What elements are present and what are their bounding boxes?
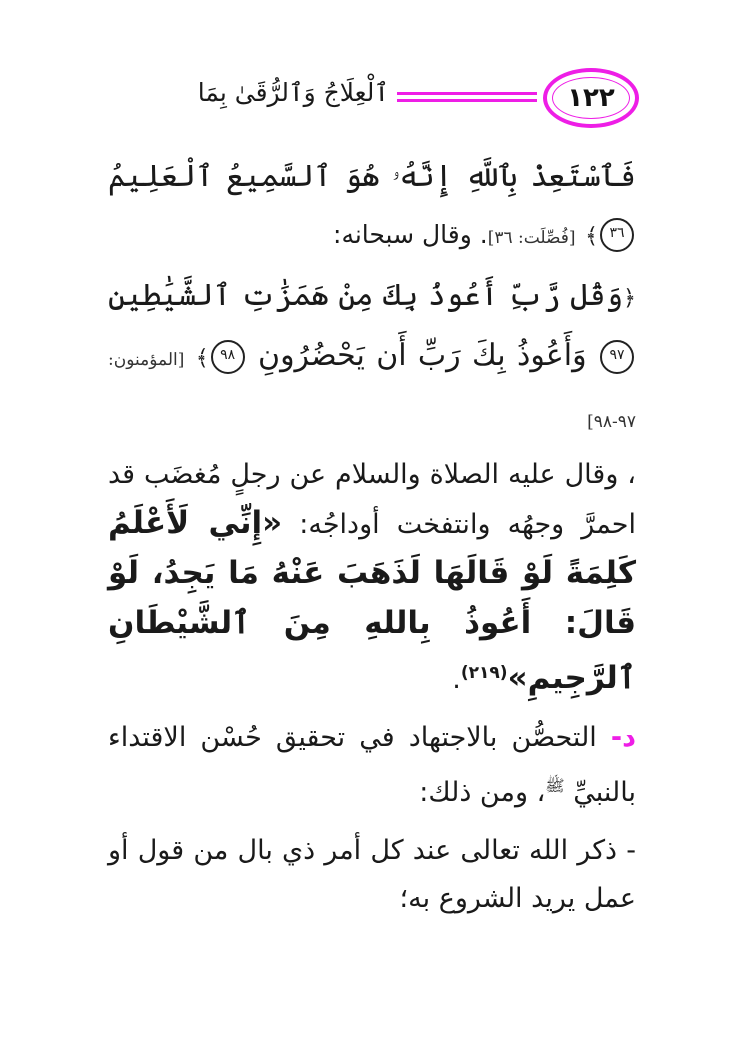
bullet-dash: -: [626, 835, 636, 866]
quran-quote-fussilat: [108, 148, 636, 267]
aya-number-icon: ٣٦: [600, 218, 634, 252]
verse-text: وَأَعُوذُ بِكَ رَبِّ أَن يَحْضُرُونِ: [258, 338, 587, 373]
connector-text: . وقال سبحانه:: [333, 220, 488, 249]
ornament-close: ﴾: [195, 346, 209, 371]
section-text: التحصُّن بالاجتهاد في تحقيق حُسْن الاقتداء بالنبيِّ: [108, 722, 636, 808]
paragraph-text: ، وقال عليه الصلاة والسلام عن رجلٍ مُغضَب قد احمرَّ وجهُه وانتفخت أوداجُه:: [108, 459, 636, 540]
page-header: [104, 68, 639, 134]
page-number: ١٢٢: [552, 77, 630, 119]
ornament-open: ﴿: [623, 286, 636, 311]
page-number-badge: [543, 68, 639, 128]
bullet-item: [108, 827, 636, 923]
quote-open: «: [262, 505, 283, 541]
verse-text: وَقُل رَّبِّ أَعُوذُ بِكَ مِنْ هَمَزَٰتِ ٱلشَّيَٰطِينِ: [108, 278, 624, 313]
surah-reference: [المؤمنون: ٩٧-٩٨]: [108, 350, 636, 432]
header-double-rule: [397, 92, 537, 102]
paragraph: [108, 451, 636, 704]
pbuh-icon: ﷺ: [545, 776, 565, 795]
bullet-text: ذكر الله تعالى عند كل أمر ذي بال من قول أو عمل يريد الشروع به؛: [108, 835, 636, 914]
footnote-marker: (٢١٩): [460, 663, 508, 683]
hadith-text: إِنِّي لَأَعْلَمُ كَلِمَةً لَوْ قَالَهَا لَذَهَبَ عَنْهُ مَا يَجِدُ، لَوْ قَالَ: أَعُوذُ بِاللهِ مِنَ ٱلشَّيْطَانِ ٱلرَّجِيمِ: [108, 505, 636, 696]
section-text-end: ، ومن ذلك:: [419, 777, 546, 808]
section-d: [108, 714, 636, 817]
verse-text: فَٱسْتَعِذْ بِٱللَّهِ إِنَّهُۥ هُوَ ٱلسَّمِيعُ ٱلْعَلِيمُ: [108, 159, 636, 194]
surah-reference: [فُصِّلَت: ٣٦]: [487, 228, 576, 248]
quran-quote-muminun: [108, 267, 636, 451]
period: .: [452, 664, 461, 695]
page-body: [108, 148, 636, 923]
ornament-close: ﴾: [585, 224, 598, 249]
aya-number-icon: ٩٨: [211, 340, 245, 374]
section-letter: د-: [610, 722, 636, 753]
aya-number-icon: ٩٧: [600, 340, 634, 374]
running-title: ٱلْعِلَاجُ وَٱلرُّقَىٰ بِمَا: [197, 78, 389, 107]
quote-close: »: [507, 660, 528, 696]
